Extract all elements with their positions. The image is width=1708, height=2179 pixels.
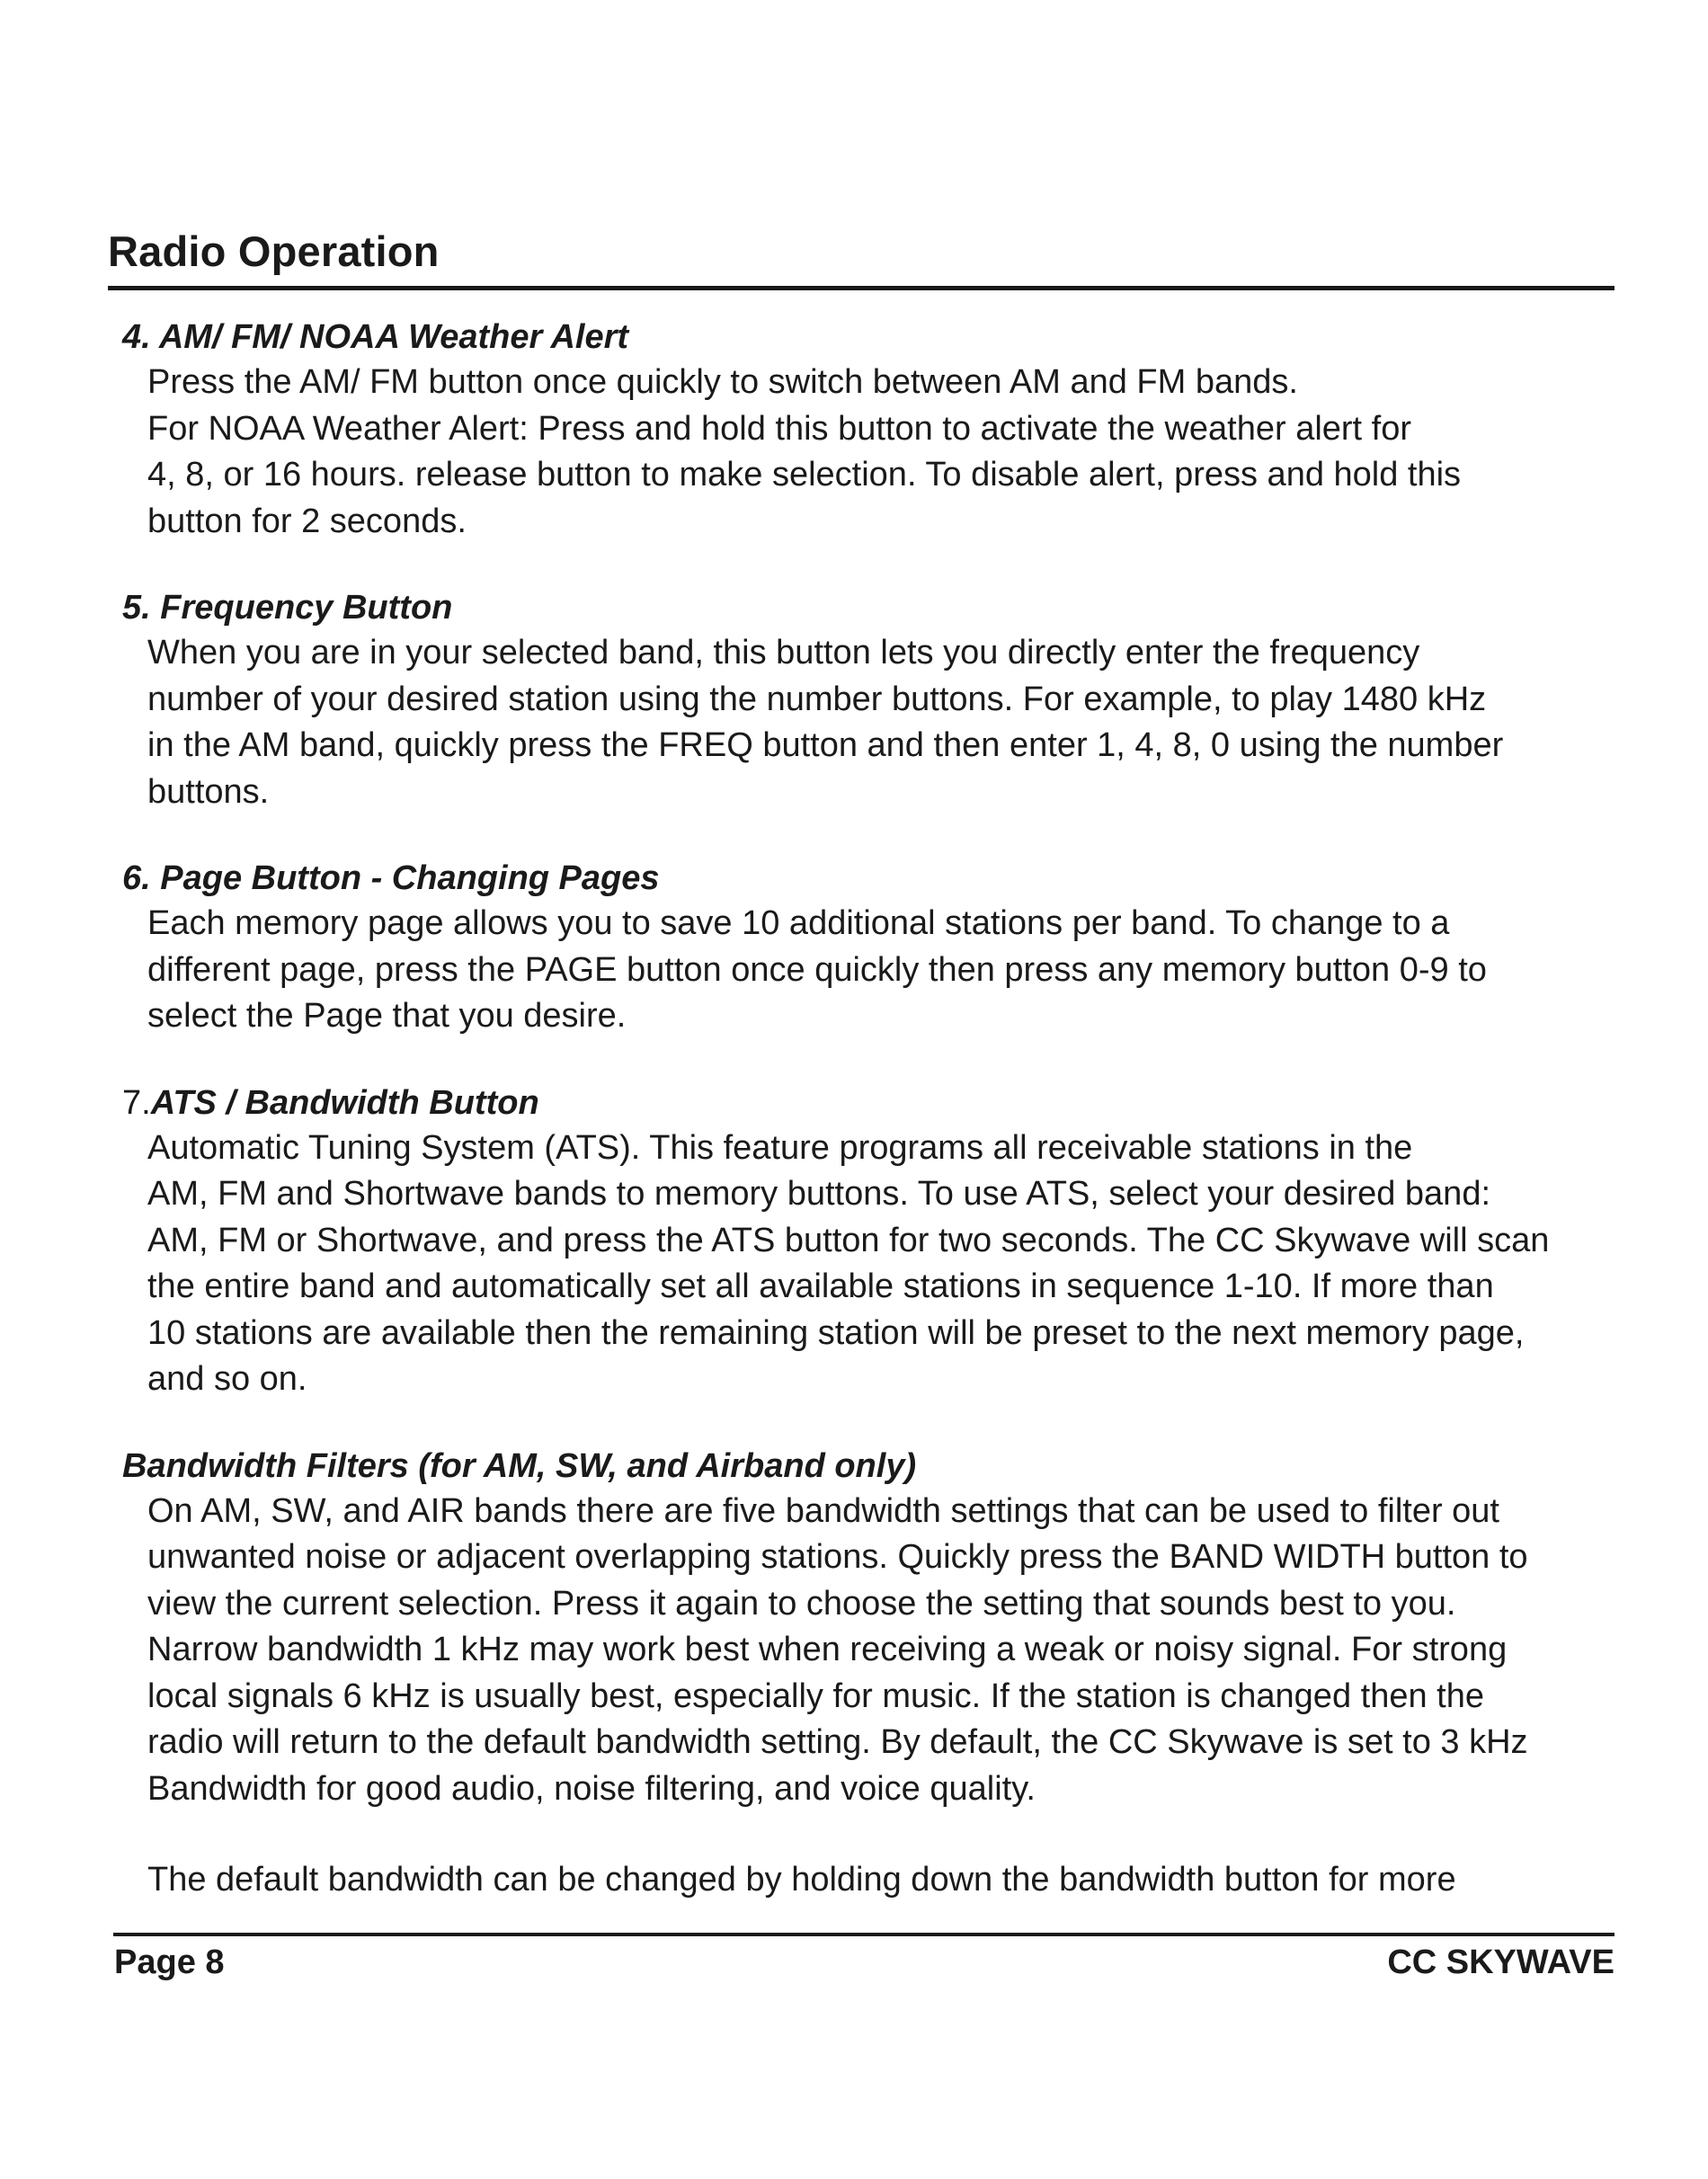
section-frequency-button <box>122 585 1618 815</box>
header-rule <box>108 286 1615 290</box>
text-line: Bandwidth for good audio, noise filtering, and voice quality. <box>147 1769 1036 1808</box>
text-line: Narrow bandwidth 1 kHz may work best when receiving a weak or noisy signal. For strong <box>147 1631 1508 1668</box>
text-line: different page, press the PAGE button once quickly then press any memory button 0-9 to <box>147 950 1487 989</box>
text-line: button for 2 seconds. <box>147 502 467 540</box>
section-heading <box>122 1444 1618 1489</box>
section-body <box>147 901 1618 1040</box>
text-line: Each memory page allows you to save 10 additional stations per band. To change to a <box>147 904 1450 942</box>
section-bandwidth-filters <box>122 1444 1618 1904</box>
product-name: CC SKYWAVE <box>1387 1943 1615 1981</box>
document-body <box>122 315 1618 1904</box>
section-title: ATS / Bandwidth Button <box>150 1083 539 1122</box>
text-line: Press the AM/ FM button once quickly to switch between AM and FM bands. <box>147 363 1298 401</box>
text-line: For NOAA Weather Alert: Press and hold this button to activate the weather alert for <box>147 409 1412 448</box>
text-line: number of your desired station using the number buttons. For example, to play 1480 kHz <box>147 680 1487 718</box>
text-line: AM, FM and Shortwave bands to memory buttons. To use ATS, select your desired band: <box>147 1175 1491 1213</box>
section-title: Bandwidth Filters (for AM, SW, and Airband only) <box>122 1446 917 1485</box>
text-line: select the Page that you desire. <box>147 997 627 1035</box>
section-heading <box>122 585 1618 630</box>
section-title: Frequency Button <box>160 589 453 627</box>
page-number: Page 8 <box>114 1943 225 1981</box>
text-line: On AM, SW, and AIR bands there are five bandwidth settings that can be used to filter out <box>147 1491 1499 1530</box>
footer-rule <box>113 1933 1615 1936</box>
text-line: The default bandwidth can be changed by holding down the bandwidth button for more <box>147 1861 1456 1899</box>
section-heading <box>122 1081 1618 1125</box>
section-heading <box>122 315 1618 360</box>
section-number: 5. <box>122 589 151 627</box>
section-body <box>147 1489 1618 1813</box>
text-line: the entire band and automatically set all available stations in sequence 1-10. If more than <box>147 1267 1494 1305</box>
text-line: in the AM band, quickly press the FREQ button and then enter 1, 4, 8, 0 using the number <box>147 726 1504 764</box>
text-line: AM, FM or Shortwave, and press the ATS button for two seconds. The CC Skywave will scan <box>147 1221 1550 1259</box>
section-number: 6. <box>122 859 151 897</box>
section-ats-bandwidth <box>122 1081 1618 1403</box>
section-body <box>147 1125 1618 1403</box>
text-line: When you are in your selected band, this button lets you directly enter the frequency <box>147 634 1420 671</box>
text-line: view the current selection. Press it again to choose the setting that sounds best to you. <box>147 1584 1456 1623</box>
text-line: unwanted noise or adjacent overlapping stations. Quickly press the BAND WIDTH button to <box>147 1538 1528 1576</box>
text-line: Automatic Tuning System (ATS). This feature programs all receivable stations in the <box>147 1128 1413 1167</box>
section-body <box>147 360 1618 545</box>
section-number: 7. <box>122 1083 151 1122</box>
section-am-fm-noaa <box>122 315 1618 545</box>
section-body-continued <box>147 1857 1618 1904</box>
section-title: AM/ FM/ NOAA Weather Alert <box>158 318 629 356</box>
section-heading <box>122 856 1618 901</box>
section-number: 4. <box>122 318 151 356</box>
text-line: 4, 8, or 16 hours. release button to make selection. To disable alert, press and hold this <box>147 456 1462 494</box>
section-body <box>147 630 1618 815</box>
section-title: Page Button - Changing Pages <box>160 859 660 897</box>
text-line: 10 stations are available then the remaining station will be preset to the next memory page, <box>147 1313 1525 1352</box>
text-line: local signals 6 kHz is usually best, especially for music. If the station is changed then the <box>147 1676 1484 1715</box>
section-page-button <box>122 856 1618 1040</box>
text-line: radio will return to the default bandwidth setting. By default, the CC Skywave is set to 3 kHz <box>147 1723 1528 1761</box>
page-title: Radio Operation <box>108 227 440 275</box>
text-line: and so on. <box>147 1360 307 1398</box>
text-line: buttons. <box>147 772 270 811</box>
